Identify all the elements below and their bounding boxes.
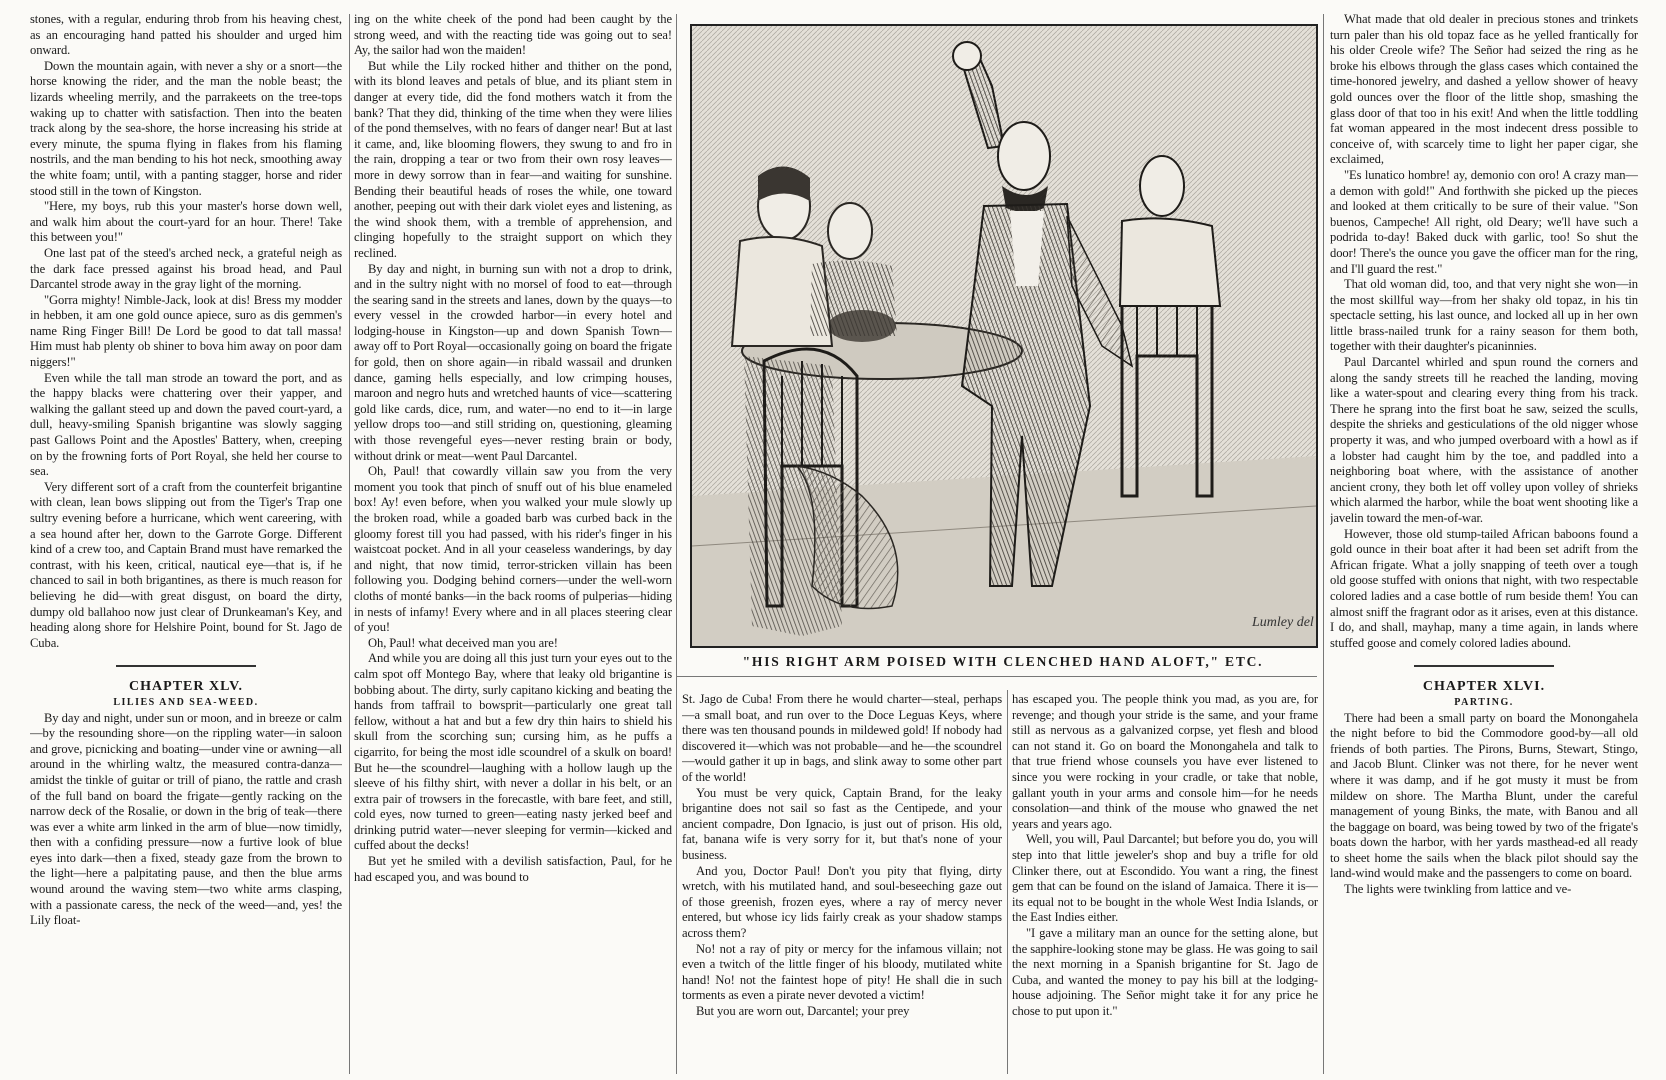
chapter-heading: CHAPTER XLVI.	[1422, 679, 1546, 695]
paragraph: Paul Darcantel whirled and spun round the corners and along the sandy streets till he reached the landing, moving like a water-spout and clearing every thing from his track. There he sprang into the first boat he saw, seized the sculls, despite the shrieks and gesticulations of the old nigger whose property it was, and who jumped overboard with a howl as if a lobster had caught him by the toe, and paddled into a neighboring boat where, with the assistance of another ancient crony, they both let off volley upon volley of shrieks which alarmed the harbor, while the boat went shooting like a javelin toward the men-of-war.	[1330, 355, 1638, 525]
paragraph: But you are worn out, Darcantel; your prey	[696, 1003, 910, 1018]
paragraph: "Here, my boys, rub this your master's horse down well, and walk him about the court-yard for an hour. There! Take this between you!"	[30, 199, 342, 245]
text-column-1	[30, 12, 342, 1074]
paragraph: One last pat of the steed's arched neck, a grateful neigh as the dark face pressed against his broad head, and Paul Darcantel strode away in the gray light of the morning.	[30, 245, 342, 292]
column-rule	[349, 14, 350, 1074]
illustration-caption: "HIS RIGHT ARM POISED WITH CLENCHED HAND ALOFT," ETC.	[742, 654, 1264, 669]
paragraph: By day and night, in burning sun with not a drop to drink, and in the sultry night with no morsel of food to eat—through the searing sand in the streets and lanes, down by the quays—to every vessel in the crowded harbor—in every hotel and lodging-house in Kingston—up and down Spanish Town—away off to Port Royal—occasionally going on board the frigate for gold, then on shore again—in ribald wassail and drunken dance, gaming hells especially, and low crimping houses, maroon and negro huts and wretched haunts of vice—scattering gold like cards, dice, rum, and water—no end to it—in large yellow drops too—and still striding on, questioning, gleaming with those revengeful eyes—never resting brain or body, without drink or meat—went Paul Darcantel.	[354, 261, 672, 463]
section-divider	[1414, 665, 1554, 667]
paragraph: The lights were twinkling from lattice and ve-	[1344, 882, 1572, 897]
paragraph: But yet he smiled with a devilish satisfaction, Paul, for he had escaped you, and was bound to	[354, 854, 672, 884]
paragraph: Oh, Paul! what deceived man you are!	[368, 635, 558, 650]
caption-rule	[677, 676, 1317, 677]
text-column-3	[682, 692, 1002, 1074]
text-column-2	[354, 12, 672, 1074]
paragraph: You must be very quick, Captain Brand, for the leaky brigantine does not sail so fast as the Centipede, and your ancient compadre, Don Ignacio, is just out of prison. His old, fat, banana wife is very sorry for it, but that's none of your business.	[682, 785, 1002, 862]
paragraph: stones, with a regular, enduring throb from his heaving chest, as an encouraging hand patted his shoulder and urged him onward.	[30, 12, 342, 58]
paragraph: There had been a small party on board the Monongahela the night before to bid the Commodore good-by—all old friends of both parties. The Pirons, Burns, Stewart, Stingo, and Jacob Blunt. Clinker was not there, for he never went where it was damp, and if he got musty it must be from mildew on shore. The Martha Blunt, under the careful management of young Binks, the mate, with Banou and all the baggage on board, was being towed by two of the frigate's boats down the harbor, with her yards masthead-ed all ready to sheet home the sails when the black pilot should say the land-wind would make and the passengers to come on board.	[1330, 710, 1638, 881]
column-rule	[1323, 14, 1324, 1074]
engraving-artwork	[692, 26, 1316, 646]
paragraph: Down the mountain again, with never a shy or a snort—the horse knowing the rider, and the man the noble beast; the lizards wheeling merrily, and the parrakeets on the tree-tops waking up to chatter with satisfaction. Then into the beaten track along by the sea-shore, the horse increasing his stride at every minute, the spuma flying in flakes from his flaming nostrils, and the man bending to his hot neck, smoothing away the white foam; until, with a panting stagger, horse and rider stood still in the town of Kingston.	[30, 58, 342, 198]
column-rule	[1007, 690, 1008, 1074]
chapter-subtitle: PARTING.	[1454, 696, 1514, 708]
chapter-subtitle: LILIES AND SEA-WEED.	[113, 696, 259, 708]
chapter-heading: CHAPTER XLV.	[129, 679, 243, 695]
paragraph: "Gorra mighty! Nimble-Jack, look at dis! Bress my modder in hebben, it am one gold ounce apiece, suro as dis gemmen's name Ring Finger Bill! De Lord be good to dat tall massa! Him must hab plenty ob shiner to bova him away on poor dam niggers!"	[30, 292, 342, 370]
paragraph: No! not a ray of pity or mercy for the infamous villain; not even a twitch of the little finger of his bloody, mutilated white hand! No! not the faintest hope of pity! He shall die in such torments as even a pirate never devoted a victim!	[682, 941, 1002, 1003]
paragraph: That old woman did, too, and that very night she won—in the most skillful way—from her shaky old topaz, in his tin spectacle setting, his last ounce, and locked all up in her own little brass-nailed trunk for a rainy season for them both, together with their daughter's picaninnies.	[1330, 277, 1638, 354]
column-rule	[676, 14, 677, 1074]
paragraph: What made that old dealer in precious stones and trinkets turn paler than his old topaz face as he yelled frantically for his older Creole wife? The Señor had seized the ring as he broke his elbows through the glass cases which contained the time-honored jewelry, and dashed a yellow shower of heavy gold ounces over the floor of the little shop, smashing the glass door of that too in his exit! And when the little toddling fat woman appeared in the most indecent dress possible to conceive of, with scarcely time to light her paper cigar, she exclaimed,	[1330, 12, 1638, 167]
paragraph: has escaped you. The people think you mad, as you are, for revenge; and though your stride is the same, and your frame still as nervous as a galvanized corpse, yet flesh and blood can not stand it. Go on board the Monongahela and talk to that true friend whose counsels you have ever listened to since you were rocking in your cradle, or take that noble, gallant youth in your arms and console him—for he needs consolation—and think of the mouse who gnawed the net years and years ago.	[1012, 692, 1318, 831]
paragraph: ing on the white cheek of the pond had been caught by the strong weed, and with the reacting tide was going out to sea! Ay, the sailor had won the maiden!	[354, 12, 672, 58]
paragraph: Even while the tall man strode an toward the port, and as the happy blacks were chattering over their yapper, and walking the gallant steed up and down the paved court-yard, a dull, heavy-smiling Spanish brigantine was slowly sagging past Gallows Point and the Apostles' Battery, when, creeping on by the frowning forts of Port Royal, she held her course to sea.	[30, 370, 342, 479]
engraving-illustration	[690, 24, 1318, 648]
section-divider	[116, 665, 256, 667]
paragraph: "I gave a military man an ounce for the setting alone, but the sapphire-looking stone may be glass. He was going to sail the next morning in a Spanish brigantine for St. Jago de Cuba, and wanted the money to pay his bill at the lodging-house adjoining. The Señor might take it for any price he chose to put upon it."	[1012, 925, 1318, 1018]
paragraph: Oh, Paul! that cowardly villain saw you from the very moment you took that pinch of snuff out of his blue enameled box! Ay! even before, when you walked your mule slowly up the broken road, while a goaded barb was curbed back in the gloomy forest till you had passed, with his rider's finger in his waistcoat pocket. And in all your ceaseless wanderings, by day and night, that now timid, terror-stricken villain has been following you. Dodging behind corners—under the well-worn cloths of monté banks—in the back rooms of pulperias—hiding in nests of infamy! Every where and in all places steering clear of you!	[354, 464, 672, 635]
paragraph: However, those old stump-tailed African baboons found a gold ounce in their boat after it had been set adrift from the African frigate. What a jolly snapping of teeth over a tough old goose stuffed with onions that night, with two respectable colored ladies and a case bottle of rum beside them! You can almost sniff the fragrant odor as it arises, even at this distance. I do, and shall, mayhap, many a time again, in lands where stuffed goose and comely colored ladies abound.	[1330, 526, 1638, 650]
text-column-5	[1330, 12, 1638, 1074]
paragraph: St. Jago de Cuba! From there he would charter—steal, perhaps—a small boat, and run over to the Doce Leguas Keys, where there was ten thousand pounds in mildewed gold! If nobody had discovered it—which was not probable—and he—the scoundrel—would gather it up in bags, and slink away to some other part of the world!	[682, 692, 1002, 784]
paragraph: But while the Lily rocked hither and thither on the pond, with its blond leaves and petals of blue, and its pliant stem in danger at every tide, did the fond mothers watch it from the bank? That they did, thinking of the time when they were lilies of the pond themselves, with no fears of danger near! But at last it came, and, like blooming flowers, they swung to and fro in the rain, dropping a tear or two from their own rosy leaves—more in dewy sorrow than in fear—and waiting for sunshine. Bending their beautiful heads of roses the while, one toward another, peeping out with their dark violet eyes and listening, as the wind shook them, with a tremble of apprehension, and clinging hopefully to the straight support on which they reclined.	[354, 58, 672, 260]
paragraph: And while you are doing all this just turn your eyes out to the calm spot off Montego Bay, where that leaky old brigantine is bobbing about. The dirty, surly capitano kicking and beating the hands from taffrail to bowsprit—particularly one great tall fellow, without a hat and but a few dry thin hairs to shield his skull from the scorching sun; cursing him, as he puffs a cigarrito, for being the most idle scoundrel of a skulk on board! But he—the scoundrel—laughing with a hollow laugh up the sleeve of his filthy shirt, with never a dollar in his belt, or an extra pair of trowsers in the forecastle, with bare feet, and still, cold eyes, now turned to green—eating nasty jerked beef and drinking putrid water—never sleeping for vermin—kicked and cuffed about the decks!	[354, 651, 672, 853]
paragraph: And you, Doctor Paul! Don't you pity that flying, dirty wretch, with his mutilated hand, and soul-beseeching gaze out of those greenish, frozen eyes, where a ray of mercy never entered, but whose icy lids fairly creak as your shadow stamps across them?	[682, 863, 1002, 940]
text-column-4	[1012, 692, 1318, 1074]
paragraph: Very different sort of a craft from the counterfeit brigantine with clean, lean bows slipping out from the Tiger's Trap one sultry evening before a hurricane, which went careering, with a sea hound after her, down to the Garrote Gorge. Different kind of a crew too, and Captain Brand must have remarked the contrast, with his keen, critical, nautical eye—that is, if he chanced to sail in both brigantines, as there is much reason for believing he did—with great disgust, on board the dirty, dumpy old ballahoo now just clear of Drunkeaman's Key, and heading along shore for Helshire Point, bound for St. Jago de Cuba.	[30, 479, 342, 650]
paragraph: "Es lunatico hombre! ay, demonio con oro! A crazy man—a demon with gold!" And forthwith she picked up the pieces and looked at them critically to be sure of their value. "Son buenos, Campeche! All right, old Deary; we'll have such a podrida to-day! Baked duck with garlic, too! So shut the door! There's the ounce you gave the officer man for the ring, and I'll guard the rest."	[1330, 167, 1638, 276]
paragraph: By day and night, under sun or moon, and in breeze or calm—by the resounding shore—on the rippling water—in saloon and grove, picnicking and boating—under vine or awning—all around in the whirling waltz, the measured contra-danza—amidst the tinkle of guitar or trill of piano, the rattle and crash of the full band on board the frigate—gently racking on the narrow deck of the Rosalie, or down in the brig of teak—there was ever a white arm linked in the arm of blue—now timidly, then with a confiding pressure—now a furtive look of blue eyes into dark—then a fixed, steady gaze from the brown to the light—here a palpitating pause, and then the blue arms wound around the waving stem—two white arms clasping, with a passionate caress, the neck of the weed—and, yes! the Lily float-	[30, 710, 342, 928]
artist-signature: Lumley del	[1252, 615, 1314, 630]
paragraph: Well, you will, Paul Darcantel; but before you do, you will step into that little jeweler's shop and buy a trifle for old Clinker there, out at Escondido. You want a ring, the finest gem that can be found on the island of Jamaica. There it is—its equal not to be bought in the whole West India Islands, or the East Indies either.	[1012, 832, 1318, 925]
